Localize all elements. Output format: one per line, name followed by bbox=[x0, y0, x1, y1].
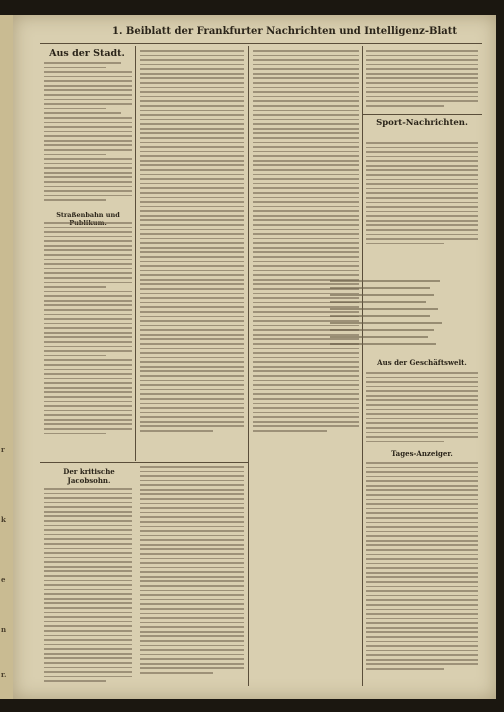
left-page-edge bbox=[0, 15, 13, 699]
edge-mark: k bbox=[1, 515, 6, 524]
text-block bbox=[44, 222, 132, 437]
column-rule bbox=[135, 46, 136, 461]
result-row bbox=[330, 329, 434, 331]
heading-sport: Sport-Nachrichten. bbox=[376, 118, 468, 128]
result-row bbox=[330, 308, 438, 310]
edge-mark: r bbox=[1, 445, 5, 454]
result-row bbox=[330, 294, 434, 296]
column-aus-der-stadt bbox=[42, 48, 132, 59]
result-row bbox=[330, 287, 430, 289]
result-row bbox=[330, 301, 426, 303]
text-block bbox=[366, 462, 478, 673]
text-block bbox=[140, 50, 244, 435]
masthead-rule bbox=[40, 43, 482, 44]
heading-tages-anzeiger: Tages-Anzeiger. bbox=[391, 449, 453, 458]
edge-mark: n bbox=[1, 625, 7, 634]
result-row bbox=[330, 322, 442, 324]
heading-jacobsohn: Der kritische Jacobsohn. bbox=[63, 467, 115, 485]
text-block bbox=[366, 142, 478, 247]
masthead-title: 1. Beiblatt der Frankfurter Nachrichten und Intelligenz-Blatt bbox=[112, 26, 457, 37]
text-block bbox=[44, 488, 132, 685]
result-row bbox=[330, 280, 440, 282]
text-block bbox=[44, 62, 132, 204]
masthead bbox=[42, 26, 482, 42]
text-block bbox=[366, 372, 478, 445]
heading-strassenbahn: Straßenbahn und bbox=[56, 211, 120, 219]
edge-mark: r. bbox=[1, 670, 7, 679]
section-rule bbox=[362, 114, 482, 115]
heading-geschaeftswelt: Aus der Geschäftswelt. bbox=[377, 358, 467, 367]
text-block bbox=[366, 50, 478, 110]
result-row bbox=[330, 336, 428, 338]
section-rule bbox=[40, 462, 248, 463]
heading-aus-der-stadt: Aus der Stadt. bbox=[49, 48, 125, 59]
text-block bbox=[253, 50, 359, 435]
column-rule bbox=[248, 46, 249, 686]
result-row bbox=[330, 343, 436, 345]
column-jacobsohn bbox=[42, 467, 136, 485]
result-row bbox=[330, 315, 430, 317]
text-block bbox=[140, 466, 244, 677]
edge-mark: e bbox=[1, 575, 6, 584]
